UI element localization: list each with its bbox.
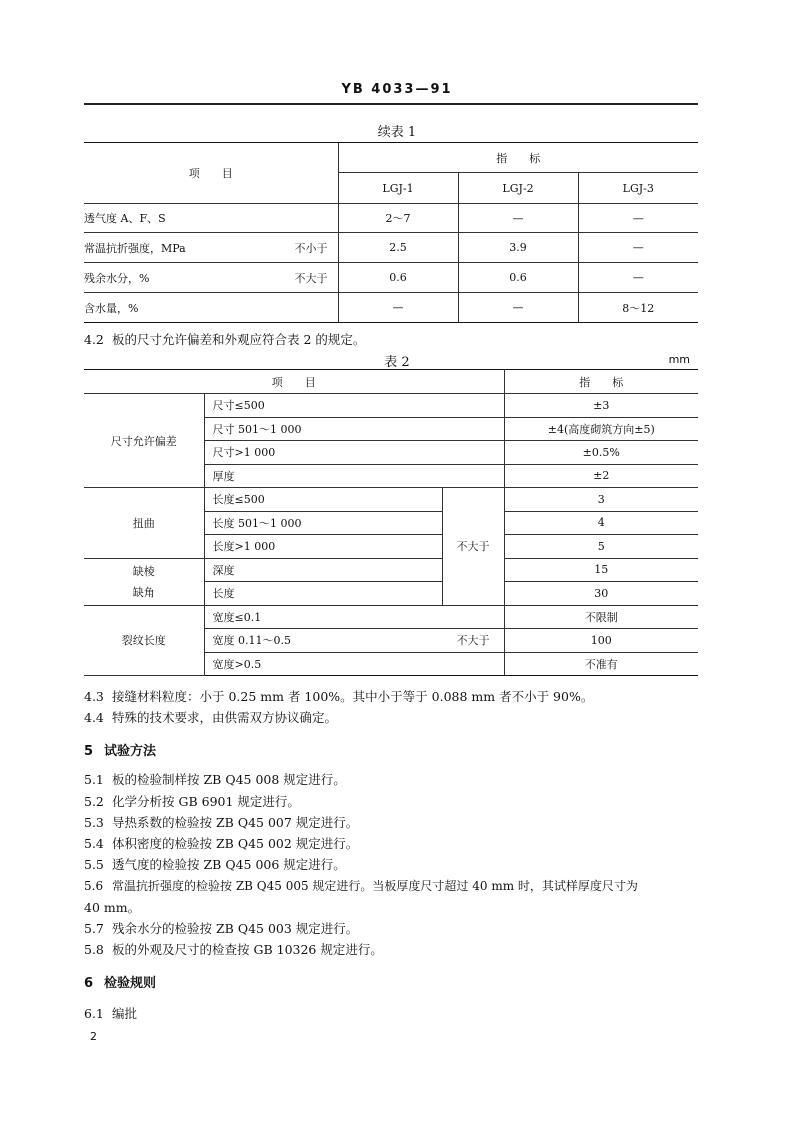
table2-sub: 长度 [204,582,442,606]
paragraph-5-4 [84,834,358,852]
paragraph-4-4 [84,708,337,726]
paragraph-number: 4.2 [84,332,104,347]
header-rule [84,103,698,105]
table2 [84,369,698,676]
table2-sub: 长度 501～1 000 [204,511,442,535]
paragraph-text: 导热系数的检验按 ZB Q45 007 规定进行。 [112,815,359,830]
table2-val: ±4(高度砌筑方向±5) [504,417,698,441]
table1-cell: — [578,204,698,233]
table2-sub: 尺寸>1 000 [204,441,504,465]
paragraph-text: 残余水分的检验按 ZB Q45 003 规定进行。 [112,921,359,936]
document-code: YB 4033—91 [341,82,453,97]
table1-cell: 0.6 [338,263,458,293]
table1-row-item: 透气度 A、F、S [84,212,166,225]
paragraph-number: 4.4 [84,710,104,725]
table1-subcol: LGJ-3 [578,173,698,204]
table-row [84,293,698,323]
table1-subcol: LGJ-1 [338,173,458,204]
paragraph-5-6 [84,877,638,894]
table-row [84,558,698,582]
paragraph-text: 板的外观及尺寸的检查按 GB 10326 规定进行。 [112,942,383,957]
paragraph-text: 板的尺寸允许偏差和外观应符合表 2 的规定。 [112,332,366,347]
table1-row-cond: 不大于 [294,271,328,285]
table2-sub: 厚度 [204,464,504,488]
table2-val: 30 [504,582,698,606]
table1-caption: 续表 1 [377,125,417,140]
table1-row-item: 含水量，% [84,301,139,315]
table1-cell: — [338,293,458,323]
table2-sub: 宽度>0.5 [204,652,504,676]
paragraph-text: 编批 [112,1006,138,1021]
paragraph-text: 化学分析按 GB 6901 规定进行。 [112,794,300,809]
table-row [84,263,698,293]
table1-cell: — [458,204,578,233]
table2-val: 15 [504,558,698,582]
table2-group-label: 尺寸允许偏差 [84,394,204,488]
table2-val: ±2 [504,464,698,488]
table2-sub: 长度>1 000 [204,535,442,559]
paragraph-number: 5.4 [84,836,104,851]
table1-cell: 2.5 [338,233,458,263]
paragraph-5-2 [84,792,300,810]
table1-row-item: 残余水分，% [84,271,150,285]
paragraph-5-1 [84,770,346,788]
paragraph-5-7 [84,919,358,937]
table2-sub: 尺寸 501～1 000 [204,417,504,441]
paragraph-number: 4.3 [84,689,104,704]
table1-cell: 2～7 [338,204,458,233]
table1-row-item-cell [84,293,338,323]
paragraph-text: 特殊的技术要求，由供需双方协议确定。 [112,710,338,725]
table2-group-label: 缺角 [132,585,155,599]
table2-sub: 宽度≤0.1 [204,605,504,629]
table2-col-item: 项 目 [84,370,504,394]
section-title: 试验方法 [104,744,157,759]
table1-cell: — [458,293,578,323]
paragraph-6-1 [84,1004,137,1022]
section-5-heading [84,740,156,759]
table2-val: 5 [504,535,698,559]
table2-val: 不限制 [504,605,698,629]
table-row [84,605,698,629]
table2-sub: 宽度 0.11～0.5 [212,634,291,648]
section-number: 5 [84,744,94,759]
table2-group-label: 缺棱 [132,564,155,578]
paragraph-number: 5.2 [84,794,104,809]
table2-group-label: 扭曲 [84,488,204,559]
paragraph-text: 板的检验制样按 ZB Q45 008 规定进行。 [112,772,346,787]
table-row [84,204,698,233]
section-number: 6 [84,976,94,991]
table1-row-item-cell [84,204,338,233]
table1-row-item: 常温抗折强度，MPa [84,241,186,255]
table1-row-item-cell [84,263,338,293]
paragraph-5-5 [84,855,346,873]
table2-val: ±0.5% [504,441,698,465]
table1-row-item-cell [84,233,338,263]
table-row [84,394,698,418]
section-title: 检验规则 [104,976,157,991]
table1-row-cond: 不小于 [294,241,328,255]
table1-cell: 0.6 [458,263,578,293]
table1-col-item: 项 目 [84,143,338,204]
paragraph-number: 6.1 [84,1006,104,1021]
table2-group-label: 裂纹长度 [84,605,204,676]
table2-group-label-cell [84,558,204,605]
paragraph-text: 接缝材料粒度：小于 0.25 mm 者 100%。其中小于等于 0.088 mm 者不小于 90%。 [112,689,594,704]
page-number: 2 [90,1030,97,1043]
paragraph-number: 5.1 [84,772,104,787]
paragraph-text: 透气度的检验按 ZB Q45 006 规定进行。 [112,857,346,872]
table2-sub: 尺寸≤500 [204,394,504,418]
table-row [84,233,698,263]
table2-sub: 长度≤500 [204,488,442,512]
table2-sub: 深度 [204,558,442,582]
paragraph-4-2 [84,330,365,348]
table2-sub-cell [204,629,504,653]
paragraph-5-6-continuation: 40 mm。 [84,900,141,915]
table1-cell: 3.9 [458,233,578,263]
table2-col-index: 指 标 [504,370,698,394]
table2-val: ±3 [504,394,698,418]
table2-cond: 不大于 [442,488,504,606]
section-6-heading [84,972,156,991]
table1-col-index: 指 标 [338,143,698,173]
table2-val: 不准有 [504,652,698,676]
table2-cond: 不大于 [456,634,490,648]
paragraph-number: 5.8 [84,942,104,957]
paragraph-number: 5.3 [84,815,104,830]
table1-cell: — [578,233,698,263]
paragraph-5-8 [84,940,383,958]
table1 [84,142,698,323]
table1-cell: 8～12 [578,293,698,323]
paragraph-4-3 [84,687,593,705]
table2-val: 3 [504,488,698,512]
table2-caption: 表 2 [384,355,410,370]
table2-unit: mm [668,353,690,366]
table1-subcol: LGJ-2 [458,173,578,204]
table-row [84,488,698,512]
paragraph-5-3 [84,813,358,831]
table2-val: 100 [504,629,698,653]
table1-cell: — [578,263,698,293]
paragraph-number: 5.6 [84,879,104,893]
paragraph-text: 体积密度的检验按 ZB Q45 002 规定进行。 [112,836,359,851]
table2-val: 4 [504,511,698,535]
paragraph-number: 5.7 [84,921,104,936]
paragraph-number: 5.5 [84,857,104,872]
paragraph-text: 常温抗折强度的检验按 ZB Q45 005 规定进行。当板厚度尺寸超过 40 mm 时，其试样厚度尺寸为 [112,879,638,893]
